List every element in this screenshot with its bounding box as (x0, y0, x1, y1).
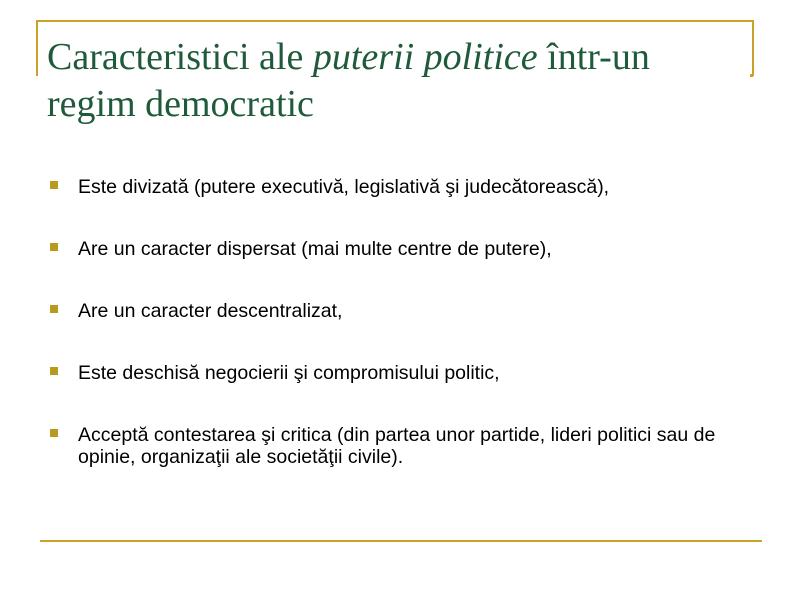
title-frame-top-line (36, 20, 754, 22)
square-bullet-icon (50, 243, 58, 251)
title-frame-left-line (36, 20, 38, 76)
square-bullet-icon (50, 429, 58, 437)
slide-title-part3: într-un regim democratic (47, 36, 650, 125)
bullet-item (46, 176, 746, 198)
square-bullet-icon (50, 305, 58, 313)
bullet-item (46, 424, 746, 468)
title-frame-right-line (752, 20, 754, 76)
bullet-item (46, 238, 746, 260)
square-bullet-icon (50, 367, 58, 375)
square-bullet-icon (50, 181, 58, 189)
slide-title (47, 34, 747, 128)
bullet-text: Are un caracter dispersat (mai multe centre de putere), (78, 238, 552, 260)
bullet-list (46, 176, 746, 468)
title-frame-corner-dot (750, 74, 753, 77)
bullet-item (46, 300, 746, 322)
bullet-text: Are un caracter descentralizat, (78, 300, 343, 322)
bullet-item (46, 362, 746, 384)
slide-title-part1: Caracteristici ale (47, 36, 313, 78)
bullet-text: Acceptă contestarea şi critica (din partea unor partide, lideri politici sau de opinie, organizaţii ale societăţii civile). (78, 424, 716, 468)
bullet-text: Este deschisă negocierii şi compromisului politic, (78, 362, 500, 384)
bottom-divider (40, 540, 762, 542)
slide-title-italic-part: puterii politice (312, 36, 538, 78)
bullet-text: Este divizată (putere executivă, legislativă şi judecătorească), (78, 176, 610, 198)
